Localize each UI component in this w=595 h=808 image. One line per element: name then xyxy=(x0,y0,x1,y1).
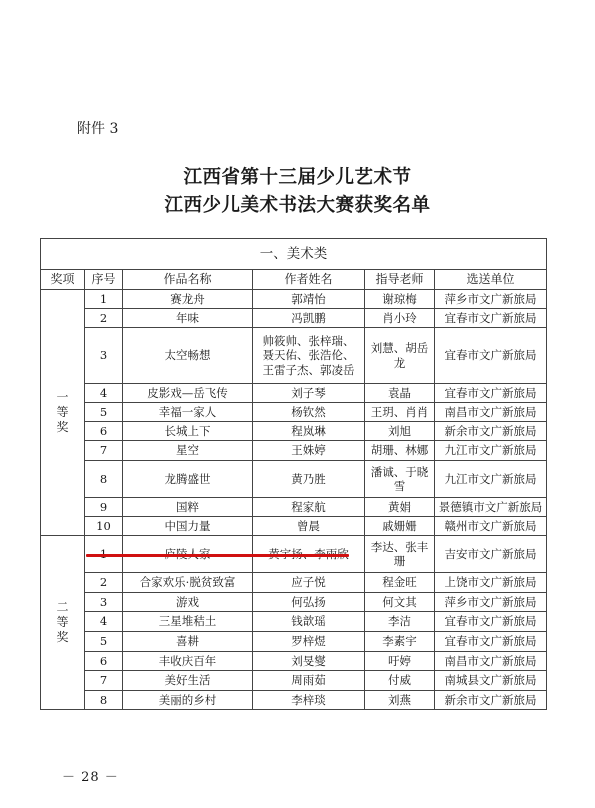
work-title: 长城上下 xyxy=(123,422,253,441)
row-number: 6 xyxy=(85,652,123,671)
work-title: 中国力量 xyxy=(123,517,253,536)
row-number: 1 xyxy=(85,290,123,309)
table-row xyxy=(41,593,547,612)
teacher-name: 李洁 xyxy=(365,612,435,632)
table-row xyxy=(41,517,547,536)
row-number: 4 xyxy=(85,384,123,403)
author-name: 刘旻燮 xyxy=(253,652,365,671)
teacher-name: 戚姗姗 xyxy=(365,517,435,536)
row-number: 2 xyxy=(85,309,123,328)
work-title: 美好生活 xyxy=(123,671,253,691)
submitting-unit: 宜春市文广新旅局 xyxy=(435,612,547,632)
table-row xyxy=(41,290,547,309)
work-title: 年味 xyxy=(123,309,253,328)
header-award: 奖项 xyxy=(41,270,85,290)
header-number: 序号 xyxy=(85,270,123,290)
row-number: 3 xyxy=(85,593,123,612)
submitting-unit: 宜春市文广新旅局 xyxy=(435,384,547,403)
teacher-name: 李素宇 xyxy=(365,632,435,652)
work-title: 游戏 xyxy=(123,593,253,612)
row-number: 8 xyxy=(85,691,123,710)
document-title-line2: 江西少儿美术书法大赛获奖名单 xyxy=(164,195,431,216)
document-title-line1: 江西省第十三届少儿艺术节 xyxy=(183,167,412,188)
table-row xyxy=(41,403,547,422)
row-number: 3 xyxy=(85,328,123,384)
header-work-title: 作品名称 xyxy=(123,270,253,290)
author-name: 何弘扬 xyxy=(253,593,365,612)
author-name: 冯凯鹏 xyxy=(253,309,365,328)
teacher-name: 何文其 xyxy=(365,593,435,612)
teacher-name: 王玥、肖肖 xyxy=(365,403,435,422)
submitting-unit: 赣州市文广新旅局 xyxy=(435,517,547,536)
section-title: 一、美术类 xyxy=(41,239,547,270)
author-name: 黄乃胜 xyxy=(253,461,365,498)
first-prize-label: 一 等 奖 xyxy=(41,290,85,536)
author-name: 应子悦 xyxy=(253,573,365,593)
work-title: 龙腾盛世 xyxy=(123,461,253,498)
author-name: 曾晨 xyxy=(253,517,365,536)
highlight-underline xyxy=(86,554,349,557)
teacher-name: 刘燕 xyxy=(365,691,435,710)
author-name: 罗梓煜 xyxy=(253,632,365,652)
submitting-unit: 宜春市文广新旅局 xyxy=(435,328,547,384)
submitting-unit: 新余市文广新旅局 xyxy=(435,691,547,710)
author-name: 程家航 xyxy=(253,498,365,517)
table-row xyxy=(41,328,547,384)
author-name: 帅筱帅、张梓瑞、 聂天佑、张浩伦、 王雷子杰、郭凌岳 xyxy=(253,328,365,384)
row-number: 7 xyxy=(85,441,123,461)
table-row xyxy=(41,632,547,652)
teacher-name: 胡珊、林娜 xyxy=(365,441,435,461)
author-name: 刘子琴 xyxy=(253,384,365,403)
work-title: 喜耕 xyxy=(123,632,253,652)
submitting-unit: 萍乡市文广新旅局 xyxy=(435,290,547,309)
teacher-name: 刘旭 xyxy=(365,422,435,441)
table-row xyxy=(41,441,547,461)
teacher-name: 潘诚、于晓 雪 xyxy=(365,461,435,498)
page-number: － 28 － xyxy=(62,770,119,785)
table-row xyxy=(41,573,547,593)
submitting-unit: 新余市文广新旅局 xyxy=(435,422,547,441)
submitting-unit: 宜春市文广新旅局 xyxy=(435,309,547,328)
row-number: 10 xyxy=(85,517,123,536)
awards-table-body xyxy=(41,290,547,710)
teacher-name: 吁婷 xyxy=(365,652,435,671)
row-number: 2 xyxy=(85,573,123,593)
submitting-unit: 南昌市文广新旅局 xyxy=(435,403,547,422)
header-teacher: 指导老师 xyxy=(365,270,435,290)
table-row xyxy=(41,691,547,710)
teacher-name: 付威 xyxy=(365,671,435,691)
teacher-name: 黄娟 xyxy=(365,498,435,517)
submitting-unit: 吉安市文广新旅局 xyxy=(435,536,547,573)
table-row xyxy=(41,612,547,632)
teacher-name: 袁晶 xyxy=(365,384,435,403)
table-row xyxy=(41,384,547,403)
submitting-unit: 上饶市文广新旅局 xyxy=(435,573,547,593)
work-title: 国粹 xyxy=(123,498,253,517)
author-name: 郭靖怡 xyxy=(253,290,365,309)
work-title: 幸福一家人 xyxy=(123,403,253,422)
submitting-unit: 南昌市文广新旅局 xyxy=(435,652,547,671)
teacher-name: 肖小玲 xyxy=(365,309,435,328)
table-row xyxy=(41,309,547,328)
author-name: 钱歆瑶 xyxy=(253,612,365,632)
teacher-name: 刘慧、胡岳 龙 xyxy=(365,328,435,384)
submitting-unit: 景德镇市文广新旅局 xyxy=(435,498,547,517)
submitting-unit: 九江市文广新旅局 xyxy=(435,461,547,498)
submitting-unit: 九江市文广新旅局 xyxy=(435,441,547,461)
table-row xyxy=(41,422,547,441)
row-number: 7 xyxy=(85,671,123,691)
work-title: 丰收庆百年 xyxy=(123,652,253,671)
teacher-name: 谢琼梅 xyxy=(365,290,435,309)
author-name: 李梓琰 xyxy=(253,691,365,710)
submitting-unit: 萍乡市文广新旅局 xyxy=(435,593,547,612)
table-row xyxy=(41,498,547,517)
table-row xyxy=(41,461,547,498)
author-name: 王姝婷 xyxy=(253,441,365,461)
awards-table xyxy=(40,238,547,710)
author-name: 程岚琳 xyxy=(253,422,365,441)
row-number: 9 xyxy=(85,498,123,517)
work-title: 太空畅想 xyxy=(123,328,253,384)
second-prize-label: 二 等 奖 xyxy=(41,536,85,710)
header-author: 作者姓名 xyxy=(253,270,365,290)
teacher-name: 程金旺 xyxy=(365,573,435,593)
row-number: 4 xyxy=(85,612,123,632)
work-title: 皮影戏—岳飞传 xyxy=(123,384,253,403)
work-title: 星空 xyxy=(123,441,253,461)
row-number: 5 xyxy=(85,403,123,422)
header-unit: 选送单位 xyxy=(435,270,547,290)
table-row xyxy=(41,671,547,691)
work-title: 三星堆秸土 xyxy=(123,612,253,632)
work-title: 美丽的乡村 xyxy=(123,691,253,710)
work-title: 赛龙舟 xyxy=(123,290,253,309)
row-number: 6 xyxy=(85,422,123,441)
author-name: 杨钦然 xyxy=(253,403,365,422)
row-number: 8 xyxy=(85,461,123,498)
attachment-label: 附件 3 xyxy=(77,121,119,137)
author-name: 周雨茹 xyxy=(253,671,365,691)
submitting-unit: 宜春市文广新旅局 xyxy=(435,632,547,652)
teacher-name: 李达、张丰 珊 xyxy=(365,536,435,573)
row-number: 5 xyxy=(85,632,123,652)
table-row xyxy=(41,652,547,671)
work-title: 合家欢乐·脱贫致富 xyxy=(123,573,253,593)
submitting-unit: 南城县文广新旅局 xyxy=(435,671,547,691)
